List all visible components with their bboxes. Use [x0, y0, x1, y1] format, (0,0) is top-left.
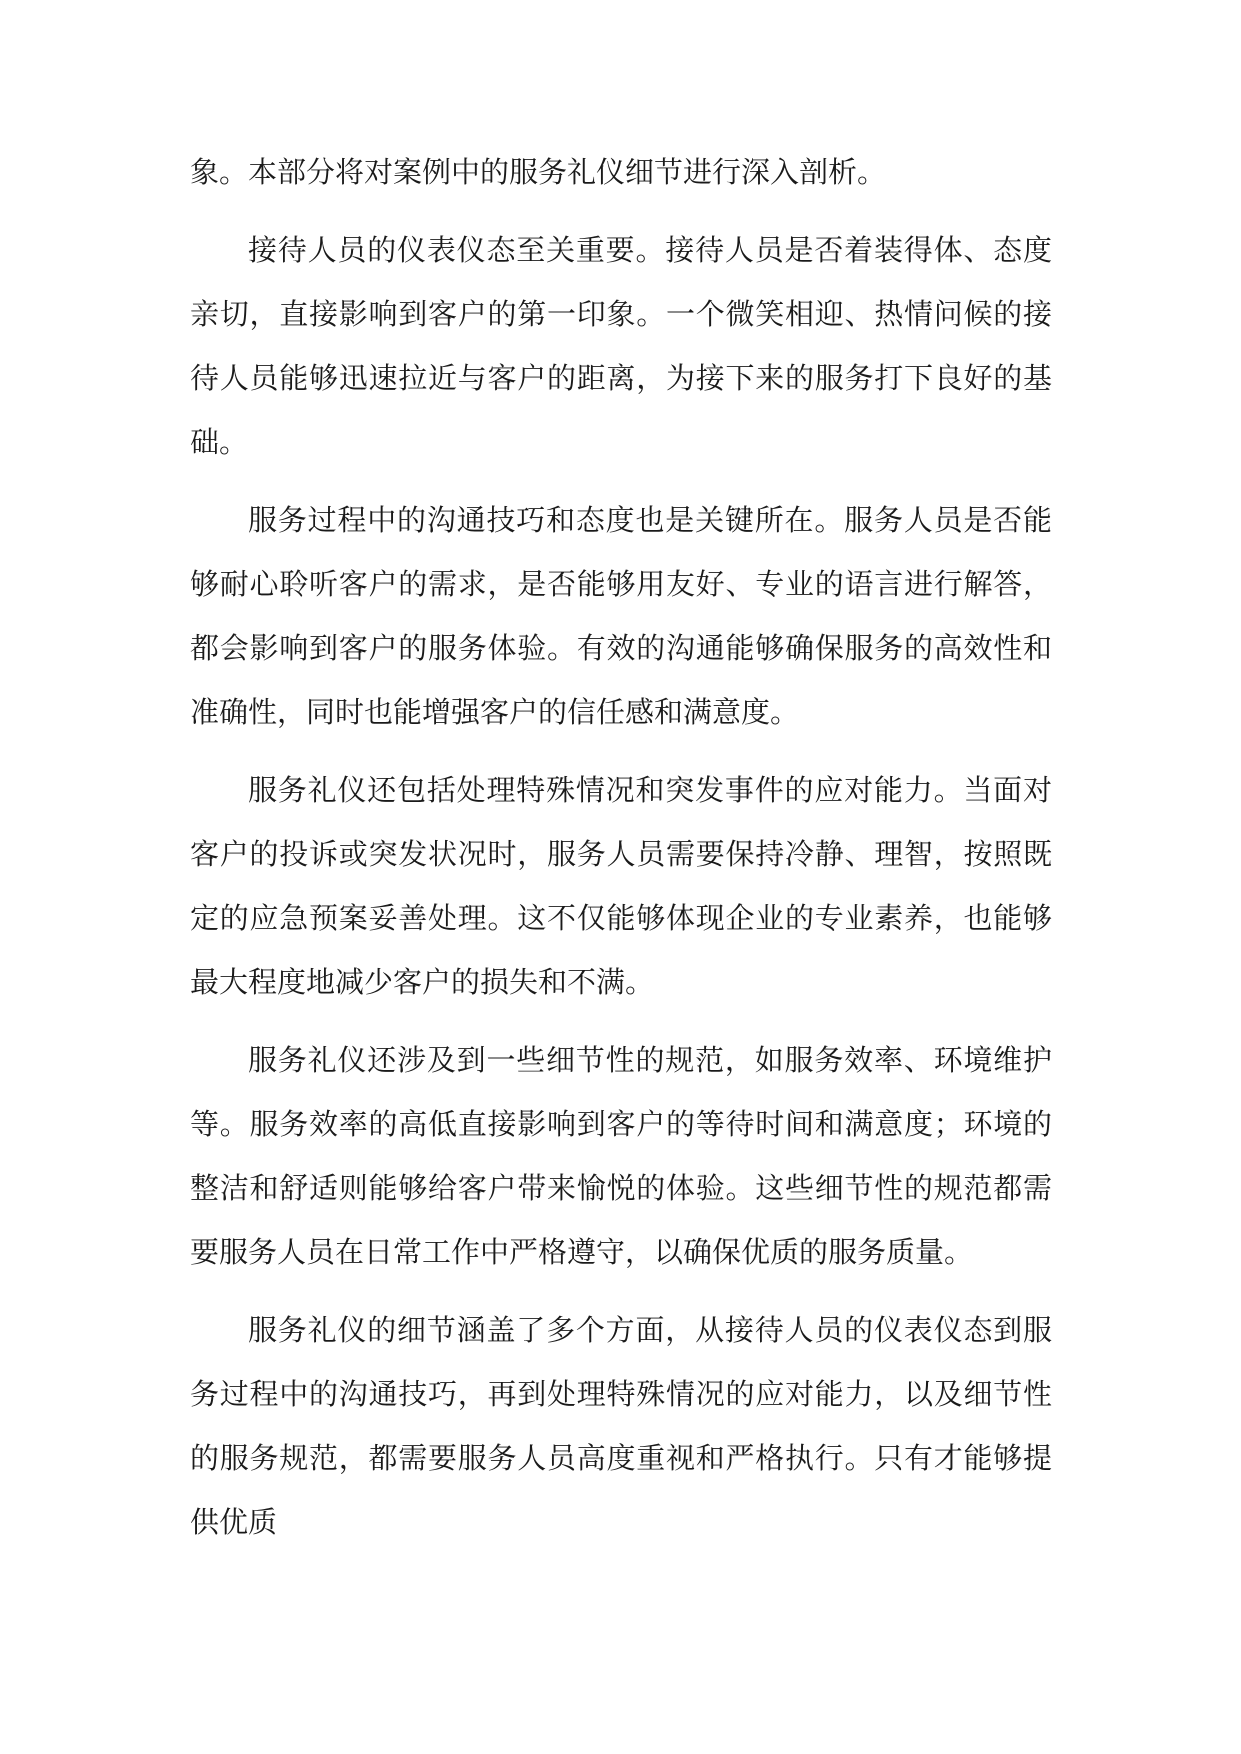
document-body — [190, 140, 1052, 1568]
paragraph-summary: 服务礼仪的细节涵盖了多个方面，从接待人员的仪表仪态到服务过程中的沟通技巧，再到处理特殊情况的应对能力，以及细节性的服务规范，都需要服务人员高度重视和严格执行。只有才能够提供优质 — [190, 1313, 1052, 1539]
paragraph-reception-appearance: 接待人员的仪表仪态至关重要。接待人员是否着装得体、态度亲切，直接影响到客户的第一印象。一个微笑相迎、热情问候的接待人员能够迅速拉近与客户的距离，为接下来的服务打下良好的基础。 — [190, 233, 1052, 459]
paragraph-detail-standards: 服务礼仪还涉及到一些细节性的规范，如服务效率、环境维护等。服务效率的高低直接影响到客户的等待时间和满意度；环境的整洁和舒适则能够给客户带来愉悦的体验。这些细节性的规范都需要服务人员在日常工作中严格遵守，以确保优质的服务质量。 — [190, 1043, 1052, 1269]
paragraph-emergency-handling: 服务礼仪还包括处理特殊情况和突发事件的应对能力。当面对客户的投诉或突发状况时，服务人员需要保持冷静、理智，按照既定的应急预案妥善处理。这不仅能够体现企业的专业素养，也能够最大程度地减少客户的损失和不满。 — [190, 773, 1052, 999]
paragraph-communication-skills: 服务过程中的沟通技巧和态度也是关键所在。服务人员是否能够耐心聆听客户的需求，是否能够用友好、专业的语言进行解答，都会影响到客户的服务体验。有效的沟通能够确保服务的高效性和准确性，同时也能增强客户的信任感和满意度。 — [190, 503, 1052, 729]
paragraph-continuation: 象。本部分将对案例中的服务礼仪细节进行深入剖析。 — [190, 155, 887, 189]
